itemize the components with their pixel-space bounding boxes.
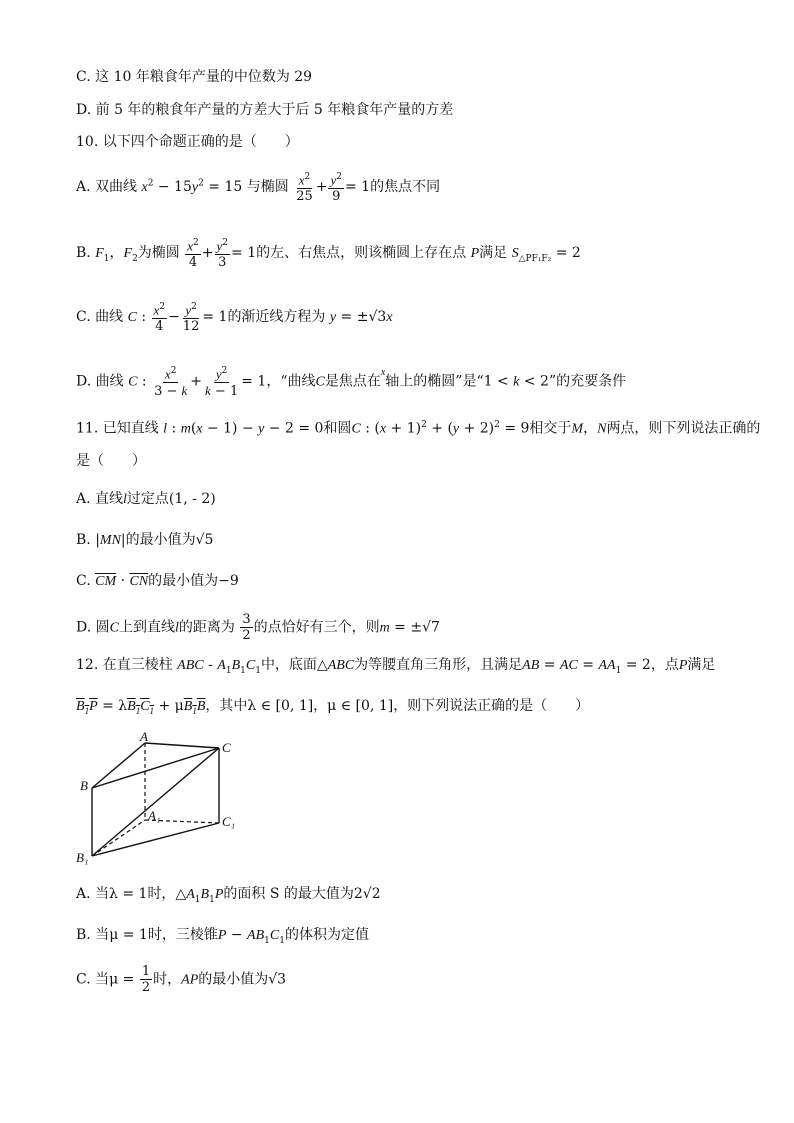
option-11d: D. 圆C上到直线l的距离为 $\frac{3}{2}$ 的点恰好有三个，则m = ±√7 [76,612,440,643]
label-C1: C₁ [222,814,236,829]
question-12-cont: $B_1P = \lambda B_1C_1 + \mu B_1B$，其中λ ∈ [0, 1]，μ ∈ [0, 1]，则下列说法正确的是（ ） [76,698,590,716]
option-11a: A. 直线l过定点(1, - 2) [76,491,216,507]
option-12b: B. 当μ = 1时，三棱锥$P - AB_1C_1$的体积为定值 [76,927,369,946]
label-C: C [222,740,231,755]
option-9c: C. 这 10 年粮食年产量的中位数为 29 [76,69,313,85]
option-10a: A. 双曲线 $x^2 - 15y^2 = 15$ 与椭圆 $\frac{x^2}{25}$ + $\frac{y^2}{9}$ = 1的焦点不同 [76,172,441,205]
label-B1: B₁ [76,850,89,865]
option-10c: C. 曲线 C : $\frac{x^2}{4}$ − $\frac{y^2}{12}$ = 1的渐近线方程为 y = ±√3x [76,302,393,335]
option-12c: C. 当μ = $\frac{1}{2}$ 时，AP的最小值为√3 [76,964,287,995]
option-9d: D. 前 5 年的粮食年产量的方差大于后 5 年粮食年产量的方差 [76,102,454,118]
option-11c: C. $\overline{CM} \cdot \overline{CN}$的最小值为−9 [76,573,239,589]
label-B: B [80,778,88,793]
option-11b: B. |MN|的最小值为√5 [76,532,214,548]
question-11: 11. 已知直线 l : m(x − 1) − y − 2 = 0和圆C : $(x + 1)^2 + (y + 2)^2 = 9$相交于M，N两点，则下列说法正确的 [76,420,761,437]
edge-AC [145,743,219,748]
edge-BA [92,743,145,788]
option-12a: A. 当λ = 1时，$\triangle A_1B_1P$的面积 S 的最大值为2√2 [76,886,381,905]
label-A1: A₁ [148,808,161,823]
option-10b: B. $F_1$，$F_2$为椭圆 $\frac{x^2}{4}$ + $\frac{y^2}{3}$ = 1的左、右焦点，则该椭圆上存在点 P满足 $S_{\triangle PF_1F_2} = 2$ [76,238,581,271]
label-A: A [140,729,148,744]
option-10d: D. 曲线 C : $\frac{x^2}{3 - k}$ + $\frac{y^2}{k - 1}$ = 1，“曲线C是焦点在$^x$轴上的椭圆”是“1 < k < 2”的充要条件 [76,366,627,400]
prism-figure [72,728,252,868]
question-12: 12. 在直三棱柱 ABC - $A_1B_1C_1$中，底面△ABC为等腰直角三角形，且满足AB = AC = $AA_1 = 2$，点P满足 [76,657,716,676]
edge-BC [92,748,219,788]
edge-B1A1-hidden [92,820,145,856]
question-10: 10. 以下四个命题正确的是（ ） [76,134,299,150]
question-11-cont: 是（ ） [76,453,146,469]
